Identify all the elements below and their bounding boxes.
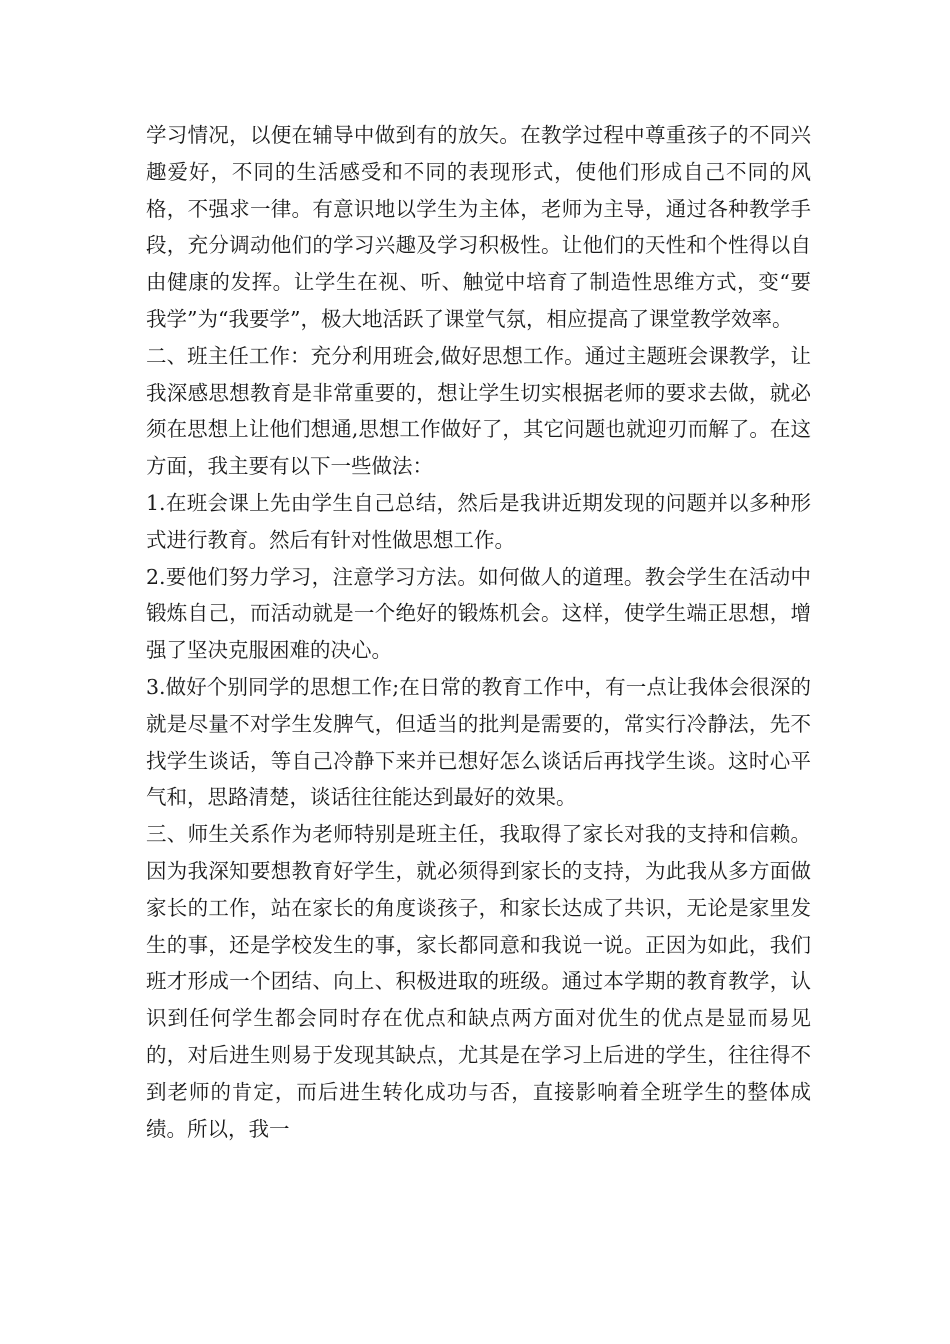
paragraph-teaching-method: 学习情况，以便在辅导中做到有的放矢。在教学过程中尊重孩子的不同兴趣爱好，不同的生活感受和不同的表现形式，使他们形成自己不同的风格，不强求一律。有意识地以学生为主体，老师为主导，通过各种教学手段，充分调动他们的学习兴趣及学习积极性。让他们的天性和个性得以自由健康的发挥。让学生在视、听、触觉中培育了制造性思维方式，变“要我学”为“我要学”，极大地活跃了课堂气氛，相应提高了课堂教学效率。 bbox=[146, 123, 811, 331]
document-body bbox=[146, 117, 811, 1147]
paragraph-class-teacher-work: 二、班主任工作：充分利用班会,做好思想工作。通过主题班会课教学，让我深感思想教育是非常重要的，想让学生切实根据老师的要求去做，就必须在思想上让他们想通,思想工作做好了，其它问题也就迎刃而解了。在这方面，我主要有以下一些做法： bbox=[146, 343, 811, 479]
list-item-3: 3.做好个别同学的思想工作;在日常的教育工作中，有一点让我体会很深的就是尽量不对学生发脾气，但适当的批判是需要的，常实行冷静法，先不找学生谈话，等自己冷静下来并已想好怎么谈话后再找学生谈。这时心平气和，思路清楚，谈话往往能达到最好的效果。 bbox=[146, 674, 811, 810]
list-item-1: 1.在班会课上先由学生自己总结，然后是我讲近期发现的问题并以多种形式进行教育。然后有针对性做思想工作。 bbox=[146, 490, 811, 552]
paragraph-teacher-student-relations: 三、师生关系作为老师特别是班主任，我取得了家长对我的支持和信赖。因为我深知要想教育好学生，就必须得到家长的支持，为此我从多方面做家长的工作，站在家长的角度谈孩子，和家长达成了共识，无论是家里发生的事，还是学校发生的事，家长都同意和我说一说。正因为如此，我们班才形成一个团结、向上、积极进取的班级。通过本学期的教育教学，认识到任何学生都会同时存在优点和缺点两方面对优生的优点是显而易见的，对后进生则易于发现其缺点，尤其是在学习上后进的学生，往往得不到老师的肯定，而后进生转化成功与否，直接影响着全班学生的整体成绩。所以，我一 bbox=[146, 822, 811, 1141]
list-item-2: 2.要他们努力学习，注意学习方法。如何做人的道理。教会学生在活动中锻炼自己，而活动就是一个绝好的锻炼机会。这样，使学生端正思想，增强了坚决克服困难的决心。 bbox=[146, 564, 811, 663]
